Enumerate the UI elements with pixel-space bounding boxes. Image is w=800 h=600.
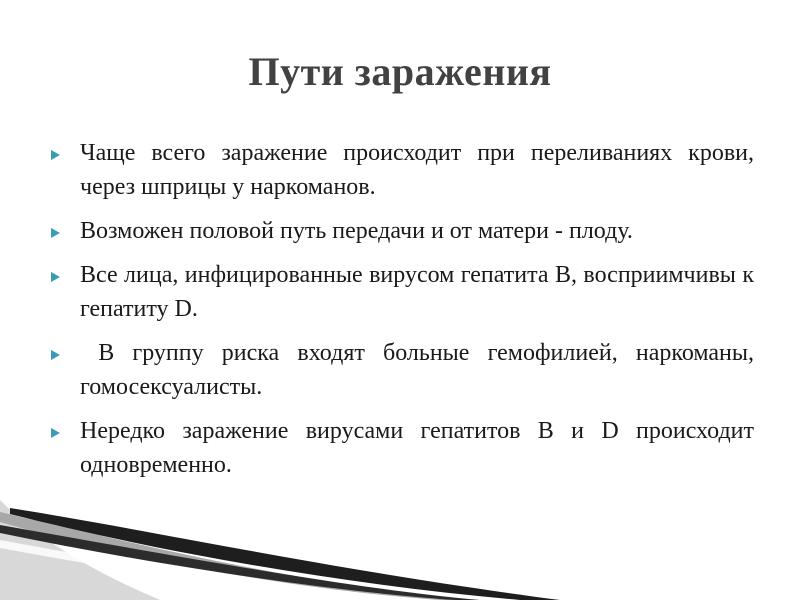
decor-dark-stroke-2: [0, 525, 480, 600]
bullet-item: [48, 258, 754, 326]
bullet-arrow-icon: [51, 150, 60, 160]
bullet-text: В группу риска входят больные гемофилией, наркоманы, гомосексуалисты.: [80, 340, 761, 400]
bullet-text: Чаще всего заражение происходит при переливаниях крови, через шприцы у наркоманов.: [80, 140, 754, 200]
bullet-text: Возможен половой путь передачи и от матери - плоду.: [80, 218, 633, 244]
bullet-item: [48, 414, 754, 482]
bullet-arrow-icon: [51, 350, 60, 360]
bullet-arrow-icon: [51, 272, 60, 282]
bullet-arrow-icon: [51, 428, 60, 438]
bullet-text: Нередко заражение вирусами гепатитов B и D происходит одновременно.: [80, 418, 754, 478]
slide-title: Пути заражения: [248, 49, 552, 94]
decor-light-band: [0, 500, 160, 600]
bullet-item: [48, 214, 754, 248]
bullet-item: [48, 336, 761, 404]
bullet-text: Все лица, инфицированные вирусом гепатита B, восприимчивы к гепатиту D.: [80, 262, 754, 322]
decor-white-gap: [0, 540, 380, 600]
bullet-arrow-icon: [51, 228, 60, 238]
bullet-list: [48, 136, 761, 492]
decor-dark-stroke: [10, 508, 560, 600]
bullet-item: [48, 136, 754, 204]
decor-gray-stroke: [0, 512, 470, 600]
